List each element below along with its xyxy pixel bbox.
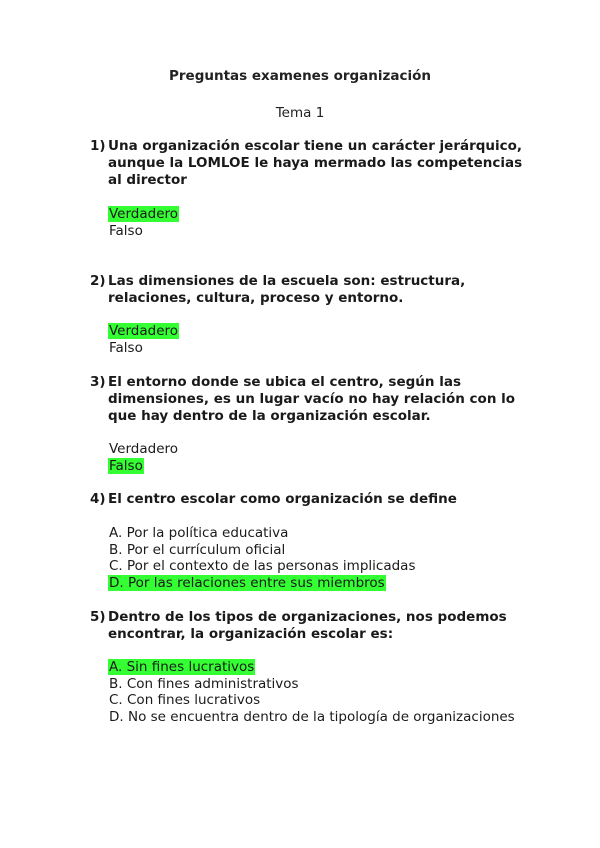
question-1-text: Una organización escolar tiene un carácter jerárquico, aunque la LOMLOE le haya mermado las competencias al director	[108, 138, 523, 188]
question-5-text: Dentro de los tipos de organizaciones, nos podemos encontrar, la organización escolar es:	[108, 609, 507, 642]
question-2-option-true: Verdadero	[109, 323, 179, 339]
question-2-option-false: Falso	[109, 340, 143, 356]
question-3-number: 3)	[90, 374, 106, 390]
question-5-option-a: A. Sin fines lucrativos	[109, 659, 255, 675]
question-3-text: El entorno donde se ubica el centro, según las dimensiones, es un lugar vacío no hay relación con lo que hay dentro de la organización escolar.	[108, 374, 516, 424]
document-subtitle: Tema 1	[275, 105, 325, 121]
question-5-option-c: C. Con fines lucrativos	[109, 692, 261, 708]
question-3-option-true: Verdadero	[109, 441, 179, 457]
document-title: Preguntas examenes organización	[168, 68, 432, 84]
question-4-text: El centro escolar como organización se define	[108, 491, 457, 507]
question-5-option-b: B. Con fines administrativos	[109, 676, 299, 692]
question-4-number: 4)	[90, 491, 106, 507]
question-1-option-false: Falso	[109, 223, 143, 239]
question-5-number: 5)	[90, 609, 106, 625]
question-4-option-d: D. Por las relaciones entre sus miembros	[109, 575, 385, 591]
question-4-option-a: A. Por la política educativa	[109, 525, 289, 541]
question-3-option-false: Falso	[109, 458, 143, 474]
question-2-number: 2)	[90, 273, 106, 289]
question-1-option-true: Verdadero	[109, 206, 179, 222]
question-5-option-d: D. No se encuentra dentro de la tipología de organizaciones	[109, 709, 515, 725]
question-1-number: 1)	[90, 138, 106, 154]
question-2-text: Las dimensiones de la escuela son: estructura, relaciones, cultura, proceso y entorno.	[108, 273, 466, 306]
question-4-option-c: C. Por el contexto de las personas implicadas	[109, 558, 416, 574]
question-4-option-b: B. Por el currículum oficial	[109, 542, 286, 558]
